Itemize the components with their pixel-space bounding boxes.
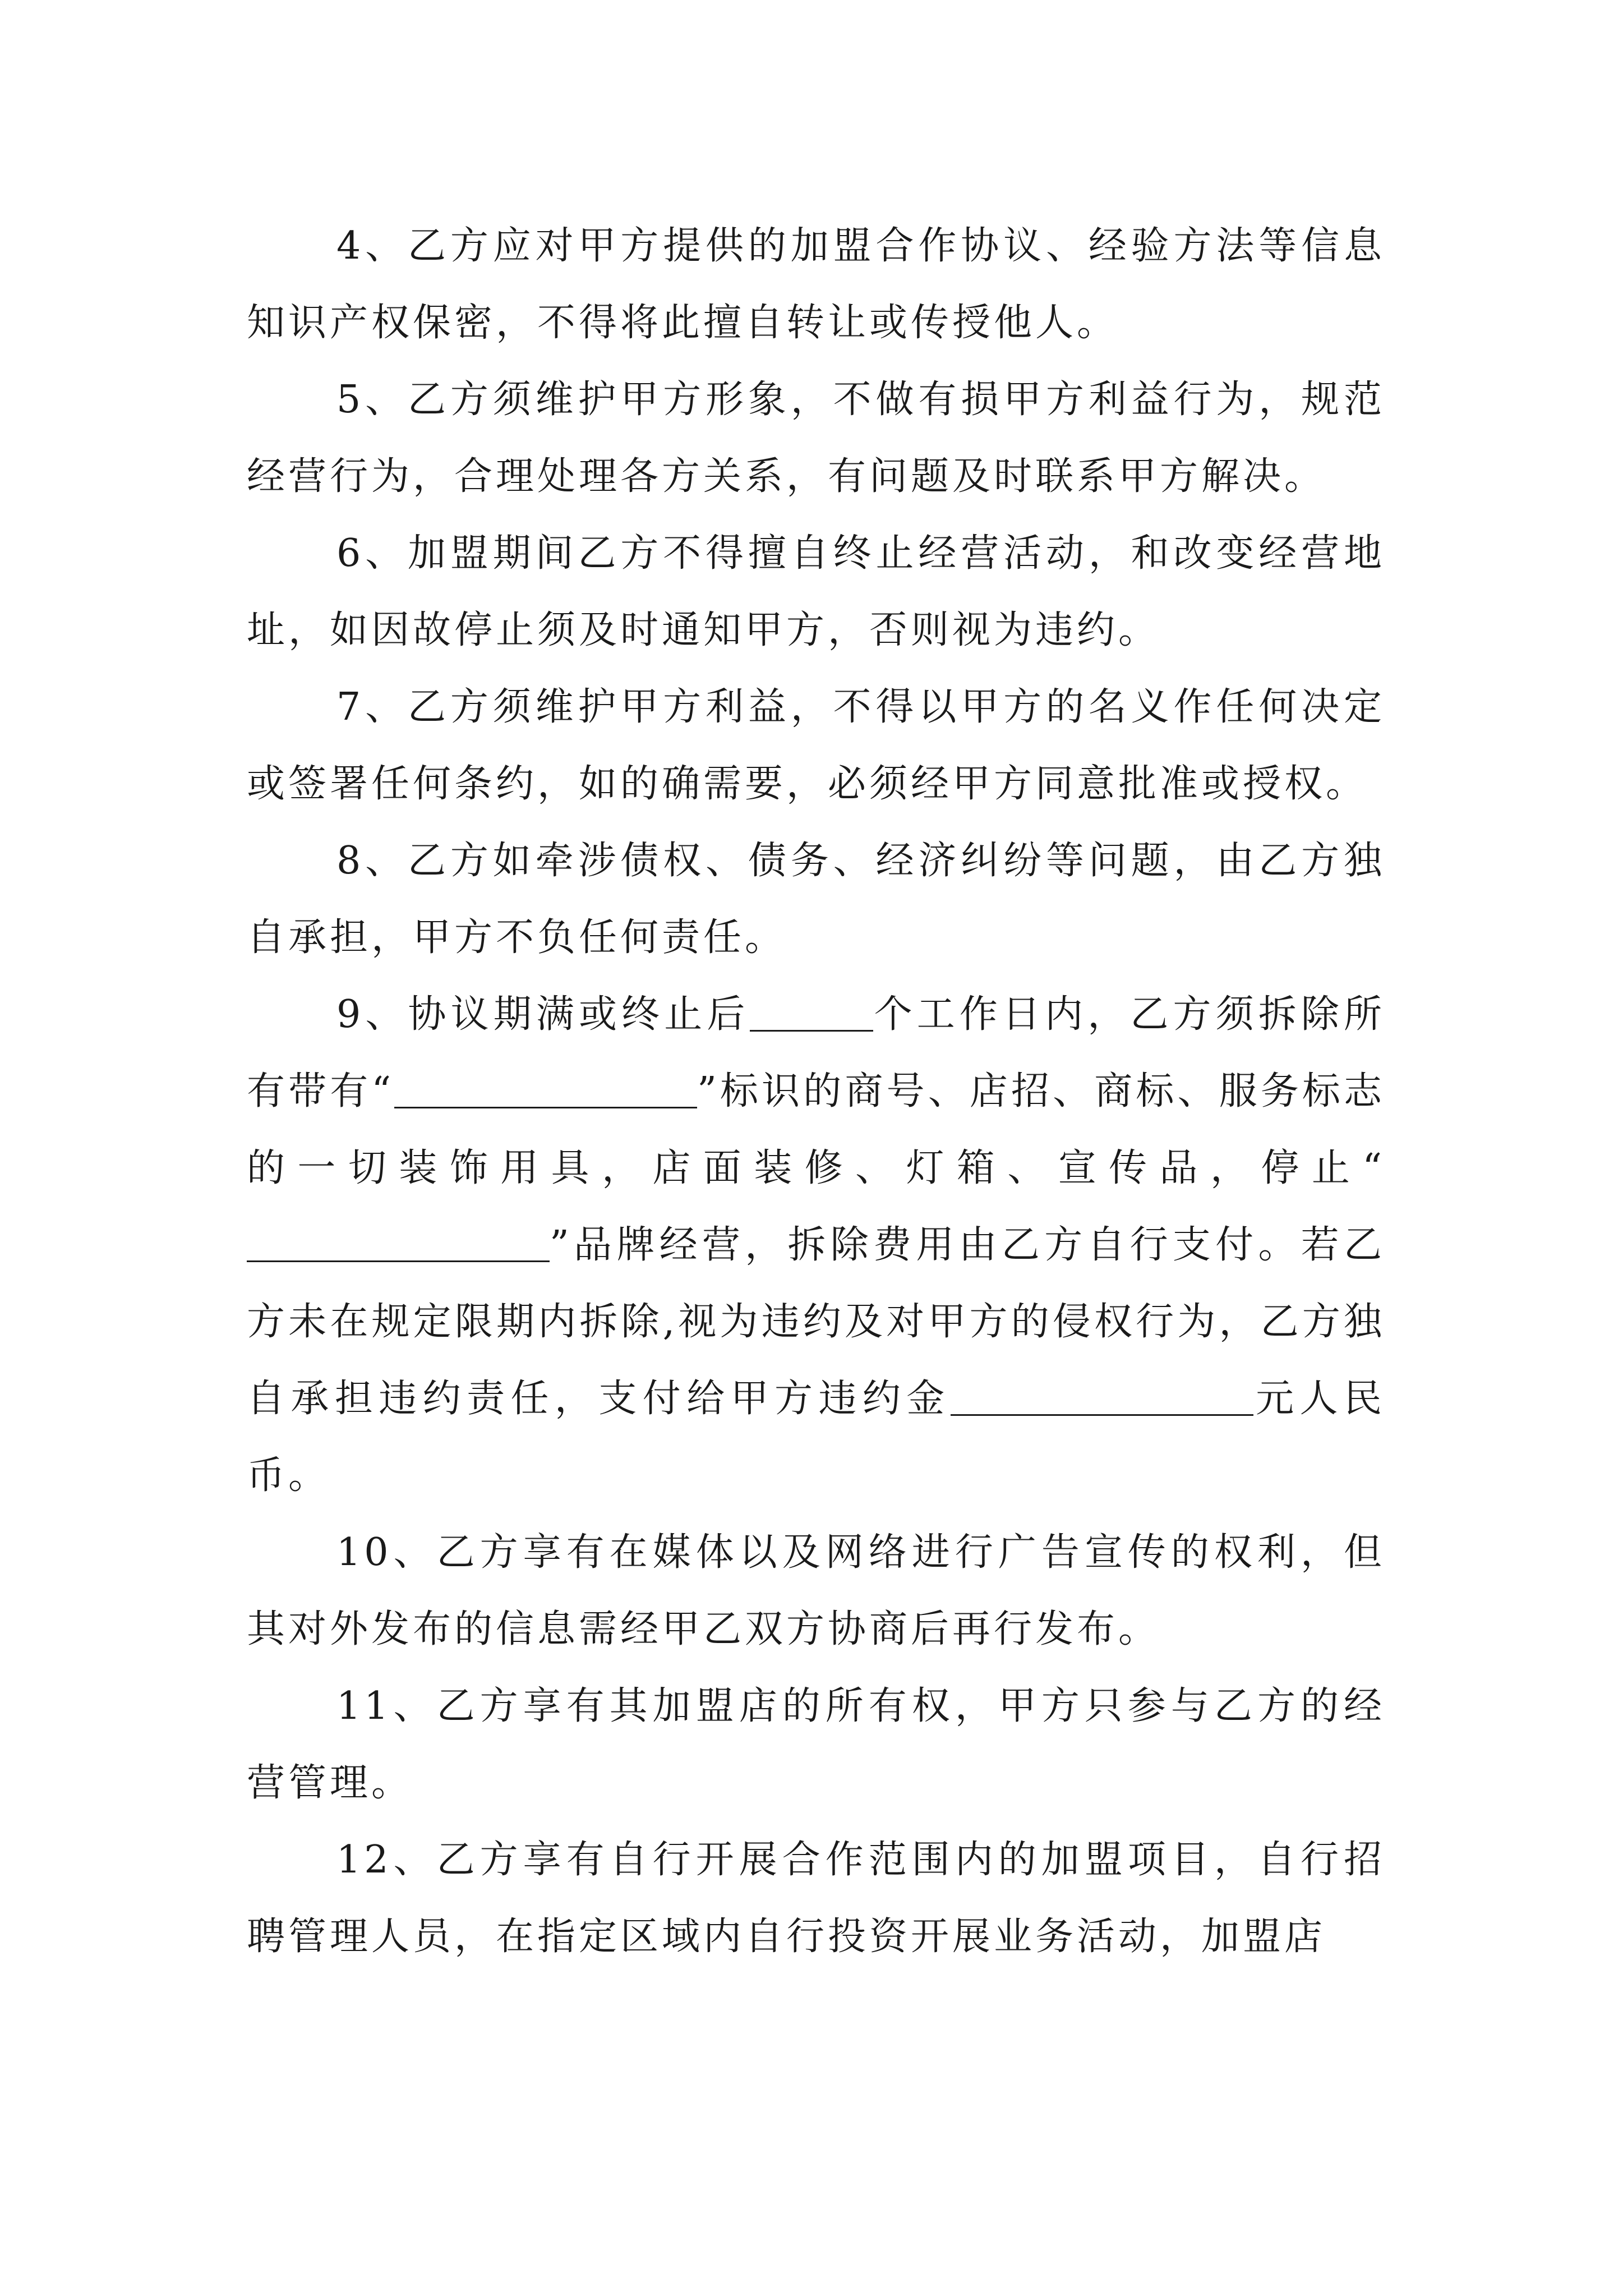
clause-8: 8、乙方如牵涉债权、债务、经济纠纷等问题，由乙方独自承担，甲方不负任何责任。 [247,839,1385,960]
clause-6: 6、加盟期间乙方不得擅自终止经营活动，和改变经营地址，如因故停止须及时通知甲方，否则视为违约。 [247,531,1385,652]
brand-name-blank-2 [247,1221,550,1262]
clause-11: 11、乙方享有其加盟店的所有权，甲方只参与乙方的经营管理。 [247,1684,1385,1805]
clause-7: 7、乙方须维护甲方利益，不得以甲方的名义作任何决定或签署任何条约，如的确需要，必须经甲方同意批准或授权。 [247,685,1385,806]
clause-9-text-5: 元人民币。 [247,1377,1385,1498]
clause-9-text-2: 个工作日内，乙方须拆除所有带有“ [247,992,1385,1114]
document-body [247,208,1385,1975]
clause-12: 12、乙方享有自行开展合作范围内的加盟项目，自行招聘管理人员，在指定区域内自行投资开展业务活动，加盟店 [247,1838,1385,1959]
penalty-amount-blank [951,1374,1253,1416]
clause-4: 4、乙方应对甲方提供的加盟合作协议、经验方法等信息知识产权保密，不得将此擅自转让或传授他人。 [247,224,1385,345]
clause-9 [247,976,1385,1514]
brand-name-blank [394,1067,697,1108]
clause-5: 5、乙方须维护甲方形象，不做有损甲方利益行为，规范经营行为，合理处理各方关系，有问题及时联系甲方解决。 [247,378,1385,499]
clause-10: 10、乙方享有在媒体以及网络进行广告宣传的权利，但其对外发布的信息需经甲乙双方协商后再行发布。 [247,1530,1385,1651]
workdays-blank [750,990,873,1032]
clause-9-text-3: ”标识的商号、店招、商标、服务标志的一切装饰用具，店面装修、灯箱、宣传品，停止“ [247,1069,1386,1190]
clause-9-text-1: 9、协议期满或终止后 [336,992,750,1037]
clause-9-text-4: ”品牌经营，拆除费用由乙方自行支付。若乙方未在规定限期内拆除,视为违约及对甲方的侵权行为，乙方独自承担违约责任，支付给甲方违约金 [247,1223,1385,1421]
